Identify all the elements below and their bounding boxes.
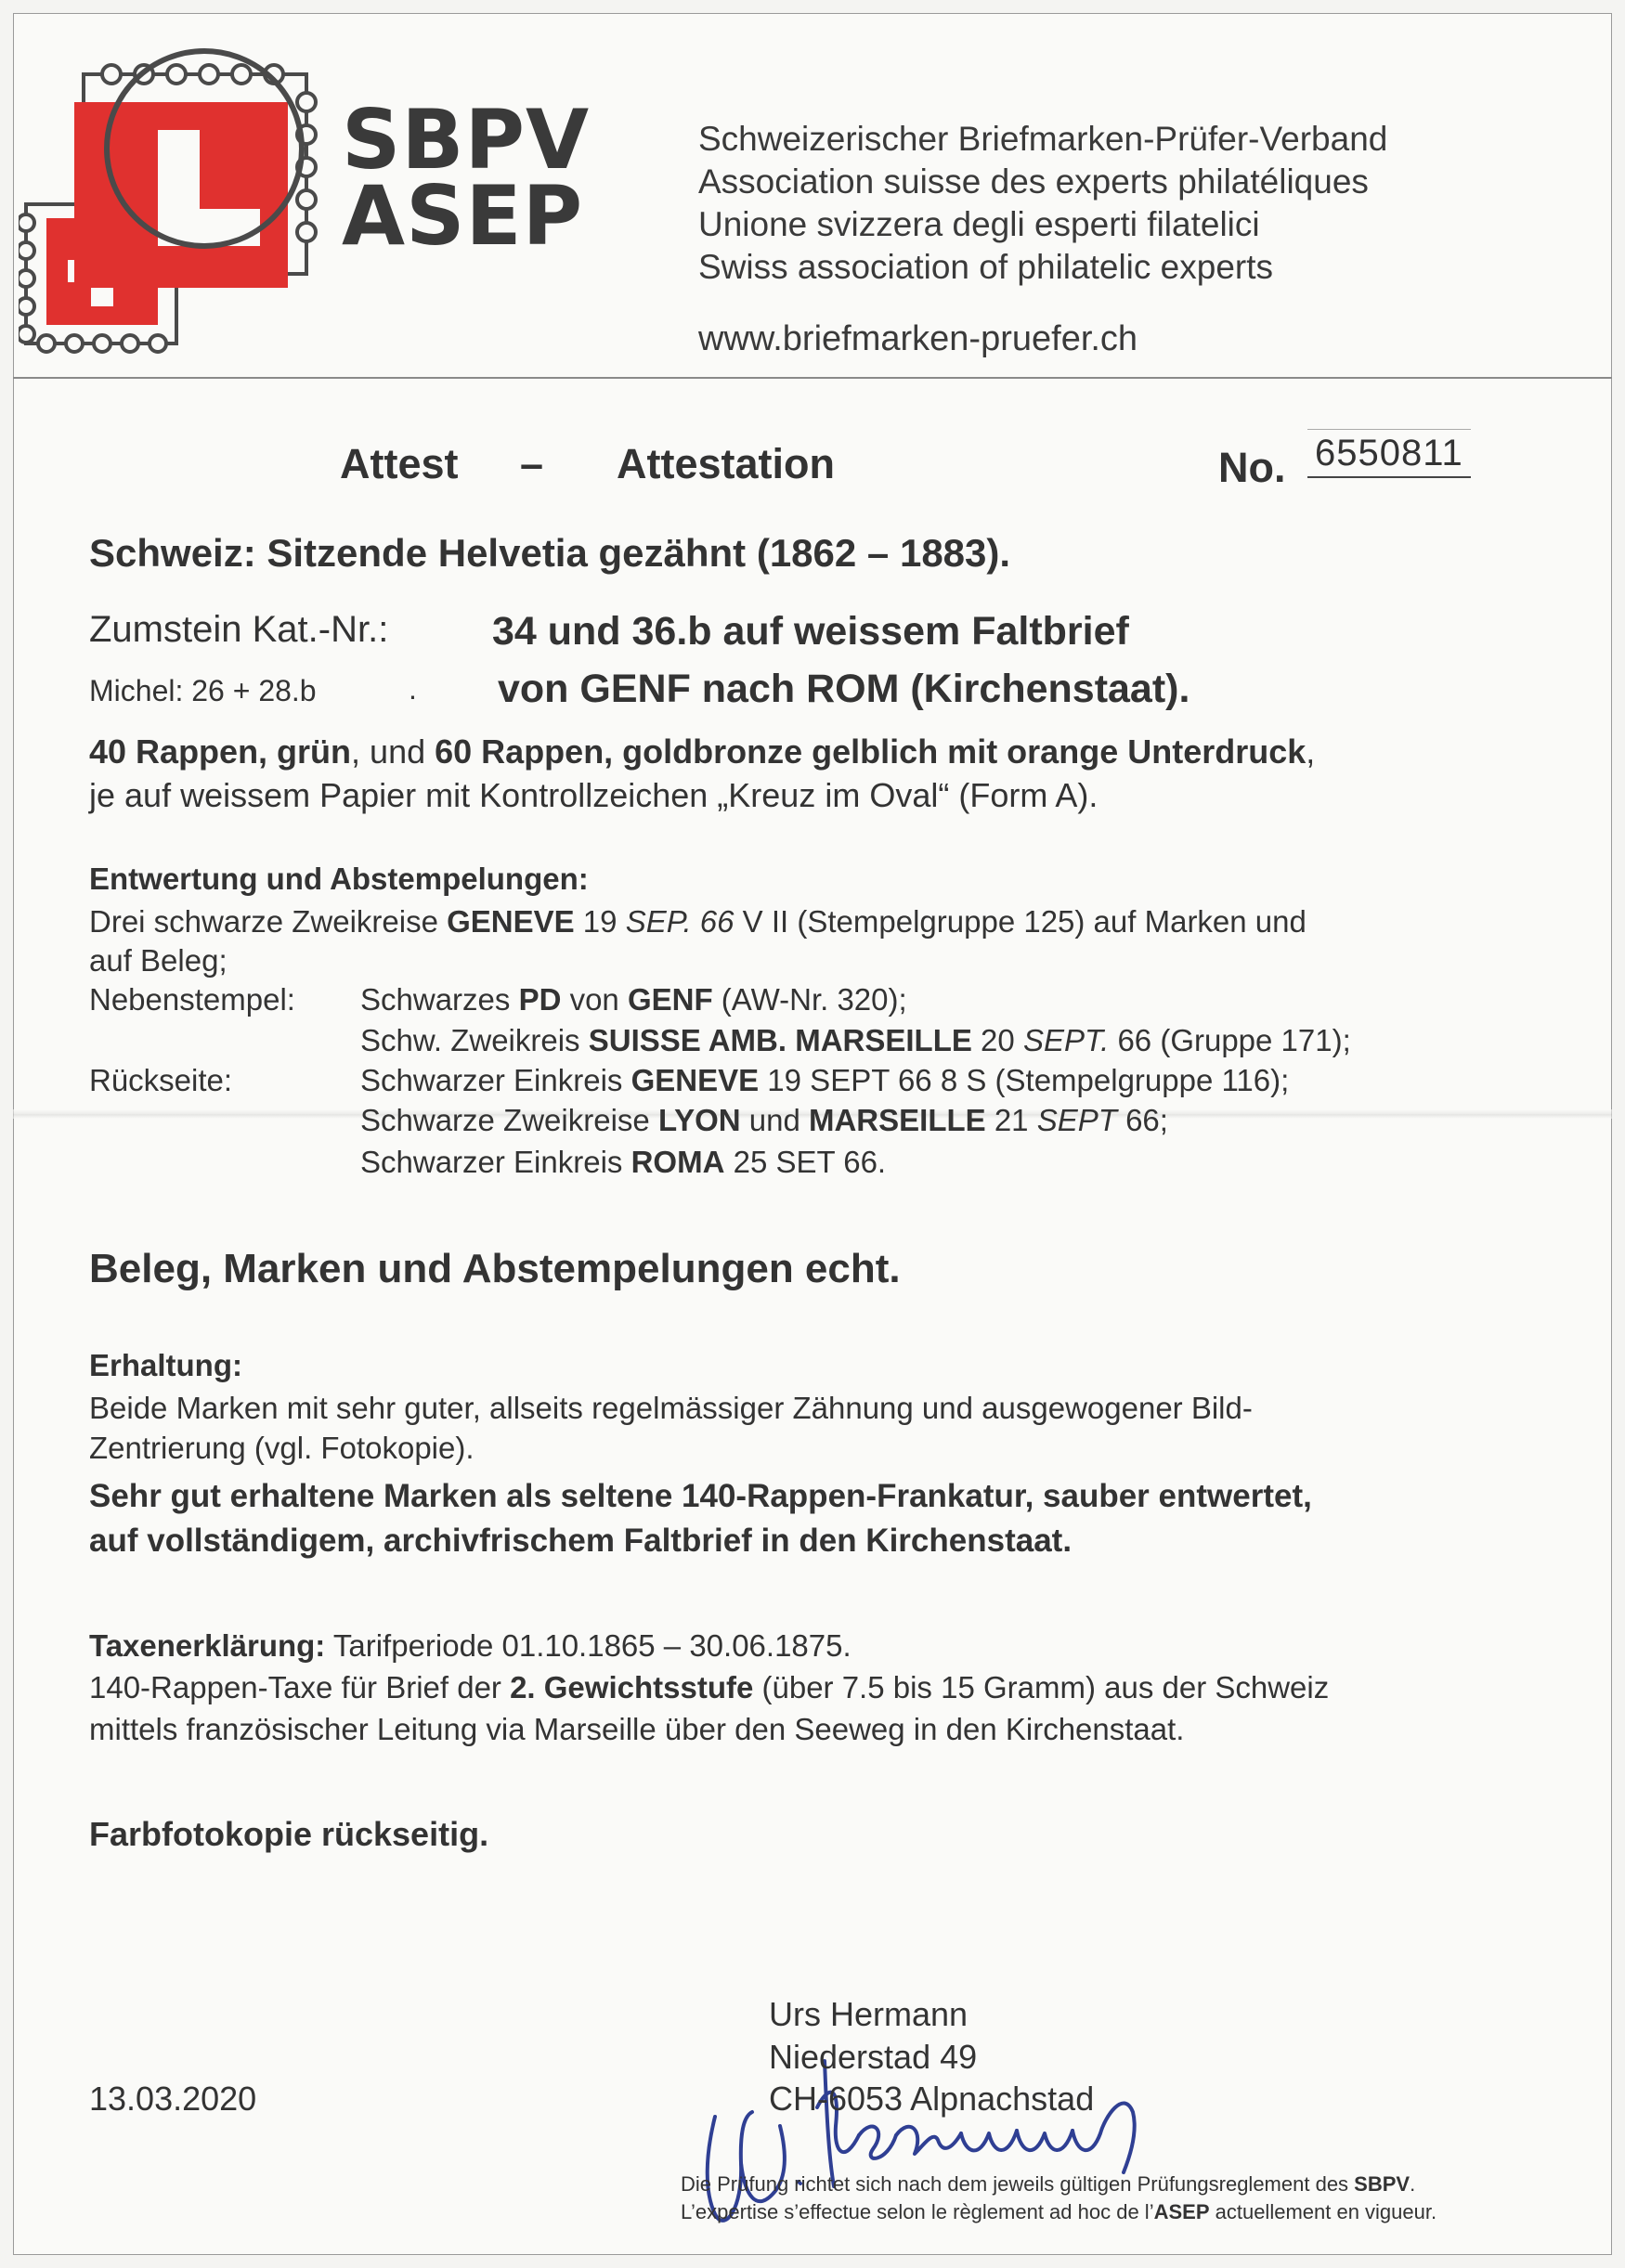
cancel-l1-month: SEP. 66 bbox=[625, 904, 734, 939]
tax-line-2 bbox=[89, 1670, 1329, 1705]
r3-roma: ROMA bbox=[630, 1145, 725, 1179]
verdict: Beleg, Marken und Abstempelungen echt. bbox=[89, 1246, 901, 1291]
rueckseite-line-1 bbox=[360, 1063, 1289, 1098]
stamps-line-2: je auf weissem Papier mit Kontrollzeichen „Kreuz im Oval“ (Form A). bbox=[89, 776, 1098, 814]
n2-c: 20 bbox=[971, 1023, 1023, 1057]
brand-wordmark bbox=[342, 92, 591, 264]
condition-bold-2: auf vollständigem, archivfrischem Faltbrief in den Kirchenstaat. bbox=[89, 1523, 1072, 1559]
sbpv-stamp-logo-icon bbox=[19, 37, 325, 371]
association-name-fr: Association suisse des experts philatéliques bbox=[698, 162, 1369, 201]
expert-name: Urs Hermann bbox=[769, 1995, 968, 2033]
nebenstempel-line-2 bbox=[360, 1023, 1351, 1058]
condition-line-2: Zentrierung (vgl. Fotokopie). bbox=[89, 1431, 474, 1465]
nebenstempel-label: Nebenstempel: bbox=[89, 982, 295, 1017]
title-attest: Attest bbox=[340, 440, 459, 487]
cancel-l1-day: 19 bbox=[574, 904, 626, 939]
association-name-de: Schweizerischer Briefmarken-Prüfer-Verband bbox=[698, 120, 1388, 158]
footer-l1-c: . bbox=[1410, 2172, 1416, 2196]
r3-a: Schwarzer Einkreis bbox=[360, 1145, 631, 1179]
cancel-heading: Entwertung und Abstempelungen: bbox=[89, 862, 589, 896]
tax-label: Taxenerklärung: bbox=[89, 1628, 326, 1663]
tax-line-3: mittels französischer Leitung via Marseille über den Seeweg in den Kirchenstaat. bbox=[89, 1712, 1185, 1746]
tax-weight-step: 2. Gewichtsstufe bbox=[510, 1670, 754, 1704]
footer-l1-a: Die Prüfung richtet sich nach dem jeweils gültigen Prüfungsreglement des bbox=[681, 2172, 1355, 2196]
n2-sept: SEPT. bbox=[1022, 1023, 1110, 1057]
rueckseite-label: Rückseite: bbox=[89, 1063, 233, 1097]
certificate-no-label: No. bbox=[1218, 444, 1286, 491]
footer-line-2 bbox=[681, 2200, 1436, 2224]
expert-street: Niederstad 49 bbox=[769, 2038, 978, 2076]
r2-c: und bbox=[740, 1103, 809, 1137]
tax-l2-c: (über 7.5 bis 15 Gramm) aus der Schweiz bbox=[753, 1670, 1330, 1704]
r2-lyon: LYON bbox=[657, 1103, 741, 1137]
n1-pd: PD bbox=[518, 982, 562, 1017]
cancel-line-2: auf Beleg; bbox=[89, 943, 228, 978]
r2-sept: SEPT bbox=[1036, 1103, 1117, 1137]
n2-suisse-amb: SUISSE AMB. MARSEILLE bbox=[588, 1023, 972, 1057]
association-names bbox=[698, 118, 1387, 289]
r1-a: Schwarzer Einkreis bbox=[360, 1063, 631, 1097]
r1-c: 19 SEPT 66 8 S (Stempelgruppe 116); bbox=[759, 1063, 1290, 1097]
header-divider bbox=[13, 377, 1612, 379]
brand-asep: ASEP bbox=[342, 168, 584, 264]
nebenstempel-line-1 bbox=[360, 982, 907, 1017]
n1-a: Schwarzes bbox=[360, 982, 519, 1017]
stamp-40-rappen: 40 Rappen, grün bbox=[89, 732, 352, 771]
r2-g: 66; bbox=[1116, 1103, 1168, 1137]
association-name-en: Swiss association of philatelic experts bbox=[698, 248, 1274, 286]
n1-e: (AW-Nr. 320); bbox=[712, 982, 907, 1017]
n2-e: 66 (Gruppe 171); bbox=[1109, 1023, 1351, 1057]
association-name-it: Unione svizzera degli esperti filatelici bbox=[698, 205, 1260, 243]
tax-line-1 bbox=[89, 1628, 852, 1664]
title-dash: – bbox=[520, 440, 544, 487]
michel-value: von GENF nach ROM (Kirchenstaat). bbox=[498, 667, 1190, 711]
cancel-l1-geneve: GENEVE bbox=[447, 904, 575, 939]
condition-line-1: Beide Marken mit sehr guter, allseits regelmässiger Zähnung und ausgewogener Bild- bbox=[89, 1391, 1253, 1425]
certificate-number: 6550811 bbox=[1307, 429, 1471, 478]
footer-asep: ASEP bbox=[1153, 2200, 1210, 2223]
r2-e: 21 bbox=[985, 1103, 1037, 1137]
footer-l2-c: actuellement en vigueur. bbox=[1209, 2200, 1437, 2223]
n1-genf: GENF bbox=[627, 982, 713, 1017]
stamps-comma: , bbox=[1306, 732, 1316, 771]
michel-label: Michel: 26 + 28.b bbox=[89, 674, 317, 707]
footer-sbpv: SBPV bbox=[1354, 2172, 1410, 2196]
stamps-line-1 bbox=[89, 732, 1315, 771]
n2-a: Schw. Zweikreis bbox=[360, 1023, 589, 1057]
rueckseite-line-3 bbox=[360, 1145, 886, 1180]
stamp-60-rappen: 60 Rappen, goldbronze gelblich mit orange Unterdruck bbox=[435, 732, 1306, 771]
r3-c: 25 SET 66. bbox=[724, 1145, 887, 1179]
r1-geneve: GENEVE bbox=[630, 1063, 760, 1097]
cancel-l1-a: Drei schwarze Zweikreise bbox=[89, 904, 448, 939]
certificate-date: 13.03.2020 bbox=[89, 2080, 257, 2118]
tax-l2-a: 140-Rappen-Taxe für Brief der bbox=[89, 1670, 511, 1704]
zumstein-value: 34 und 36.b auf weissem Faltbrief bbox=[492, 609, 1129, 654]
condition-heading: Erhaltung: bbox=[89, 1348, 242, 1382]
zumstein-label: Zumstein Kat.-Nr.: bbox=[89, 609, 389, 650]
cancel-line-1 bbox=[89, 904, 1306, 940]
r2-a: Schwarze Zweikreise bbox=[360, 1103, 658, 1137]
title-attestation: Attestation bbox=[617, 440, 835, 487]
stamps-joiner: , und bbox=[351, 732, 436, 771]
website-url: www.briefmarken-pruefer.ch bbox=[698, 319, 1138, 358]
subject-heading: Schweiz: Sitzende Helvetia gezähnt (1862 – 1883). bbox=[89, 531, 1011, 575]
tax-period: Tarifperiode 01.10.1865 – 30.06.1875. bbox=[325, 1628, 852, 1663]
condition-bold-1: Sehr gut erhaltene Marken als seltene 140-Rappen-Frankatur, sauber entwertet, bbox=[89, 1478, 1312, 1514]
michel-dot: . bbox=[409, 672, 417, 706]
r2-marseille: MARSEILLE bbox=[808, 1103, 986, 1137]
n1-c: von bbox=[561, 982, 628, 1017]
footer-line-1 bbox=[681, 2172, 1415, 2197]
cancel-l1-rest: V II (Stempelgruppe 125) auf Marken und bbox=[734, 904, 1306, 939]
brand-sbpv: SBPV bbox=[342, 92, 591, 188]
rueckseite-line-2 bbox=[360, 1103, 1168, 1138]
photocopy-note: Farbfotokopie rückseitig. bbox=[89, 1815, 489, 1853]
expert-city: CH-6053 Alpnachstad bbox=[769, 2080, 1095, 2118]
footer-l2-a: L’expertise s’effectue selon le règlement ad hoc de l’ bbox=[681, 2200, 1154, 2223]
